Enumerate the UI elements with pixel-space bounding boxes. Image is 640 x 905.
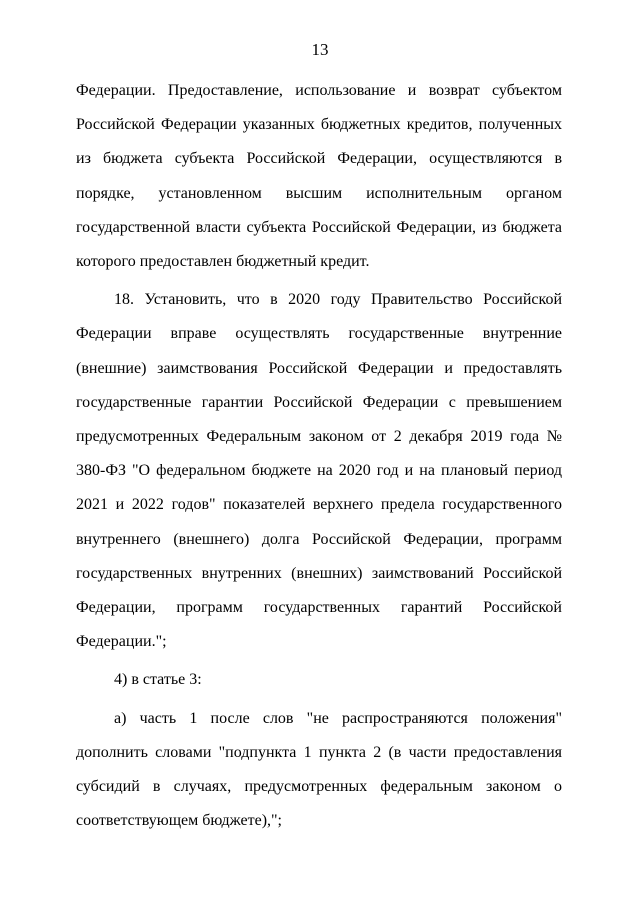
paragraph-continuation: Федерации. Предоставление, использование и возврат субъектом Российской Федерации указанных бюджетных кредитов, полученных из бюджета субъекта Российской Федерации, осуществляются в порядке, установленном высшим исполнительным органом государственной власти субъекта Российской Федерации, из бюджета которого предоставлен бюджетный кредит. (76, 82, 562, 271)
document-body (76, 74, 562, 838)
paragraph-item-18: 18. Установить, что в 2020 году Правительство Российской Федерации вправе осуществлять государственные внутренние (внешние) заимствования Российской Федерации и предоставлять государственные гарантии Российской Федерации с превышением предусмотренных Федеральным законом от 2 декабря 2019 года № 380-ФЗ "О федеральном бюджете на 2020 год и на плановый период 2021 и 2022 годов" показателей верхнего предела государственного внутреннего (внешнего) долга Российской Федерации, программ государственных внутренних (внешних) заимствований Российской Федерации, программ государственных гарантий Российской Федерации."; (76, 291, 562, 651)
paragraph-item-4-article-3: 4) в статье 3: (114, 671, 202, 689)
paragraph-subitem-a: а) часть 1 после слов "не распространяются положения" дополнить словами "подпункта 1 пункта 2 (в части предоставления субсидий в случаях, предусмотренных федеральным законом о соответствующем бюджете),"; (76, 709, 562, 830)
page-number: 13 (311, 40, 329, 59)
